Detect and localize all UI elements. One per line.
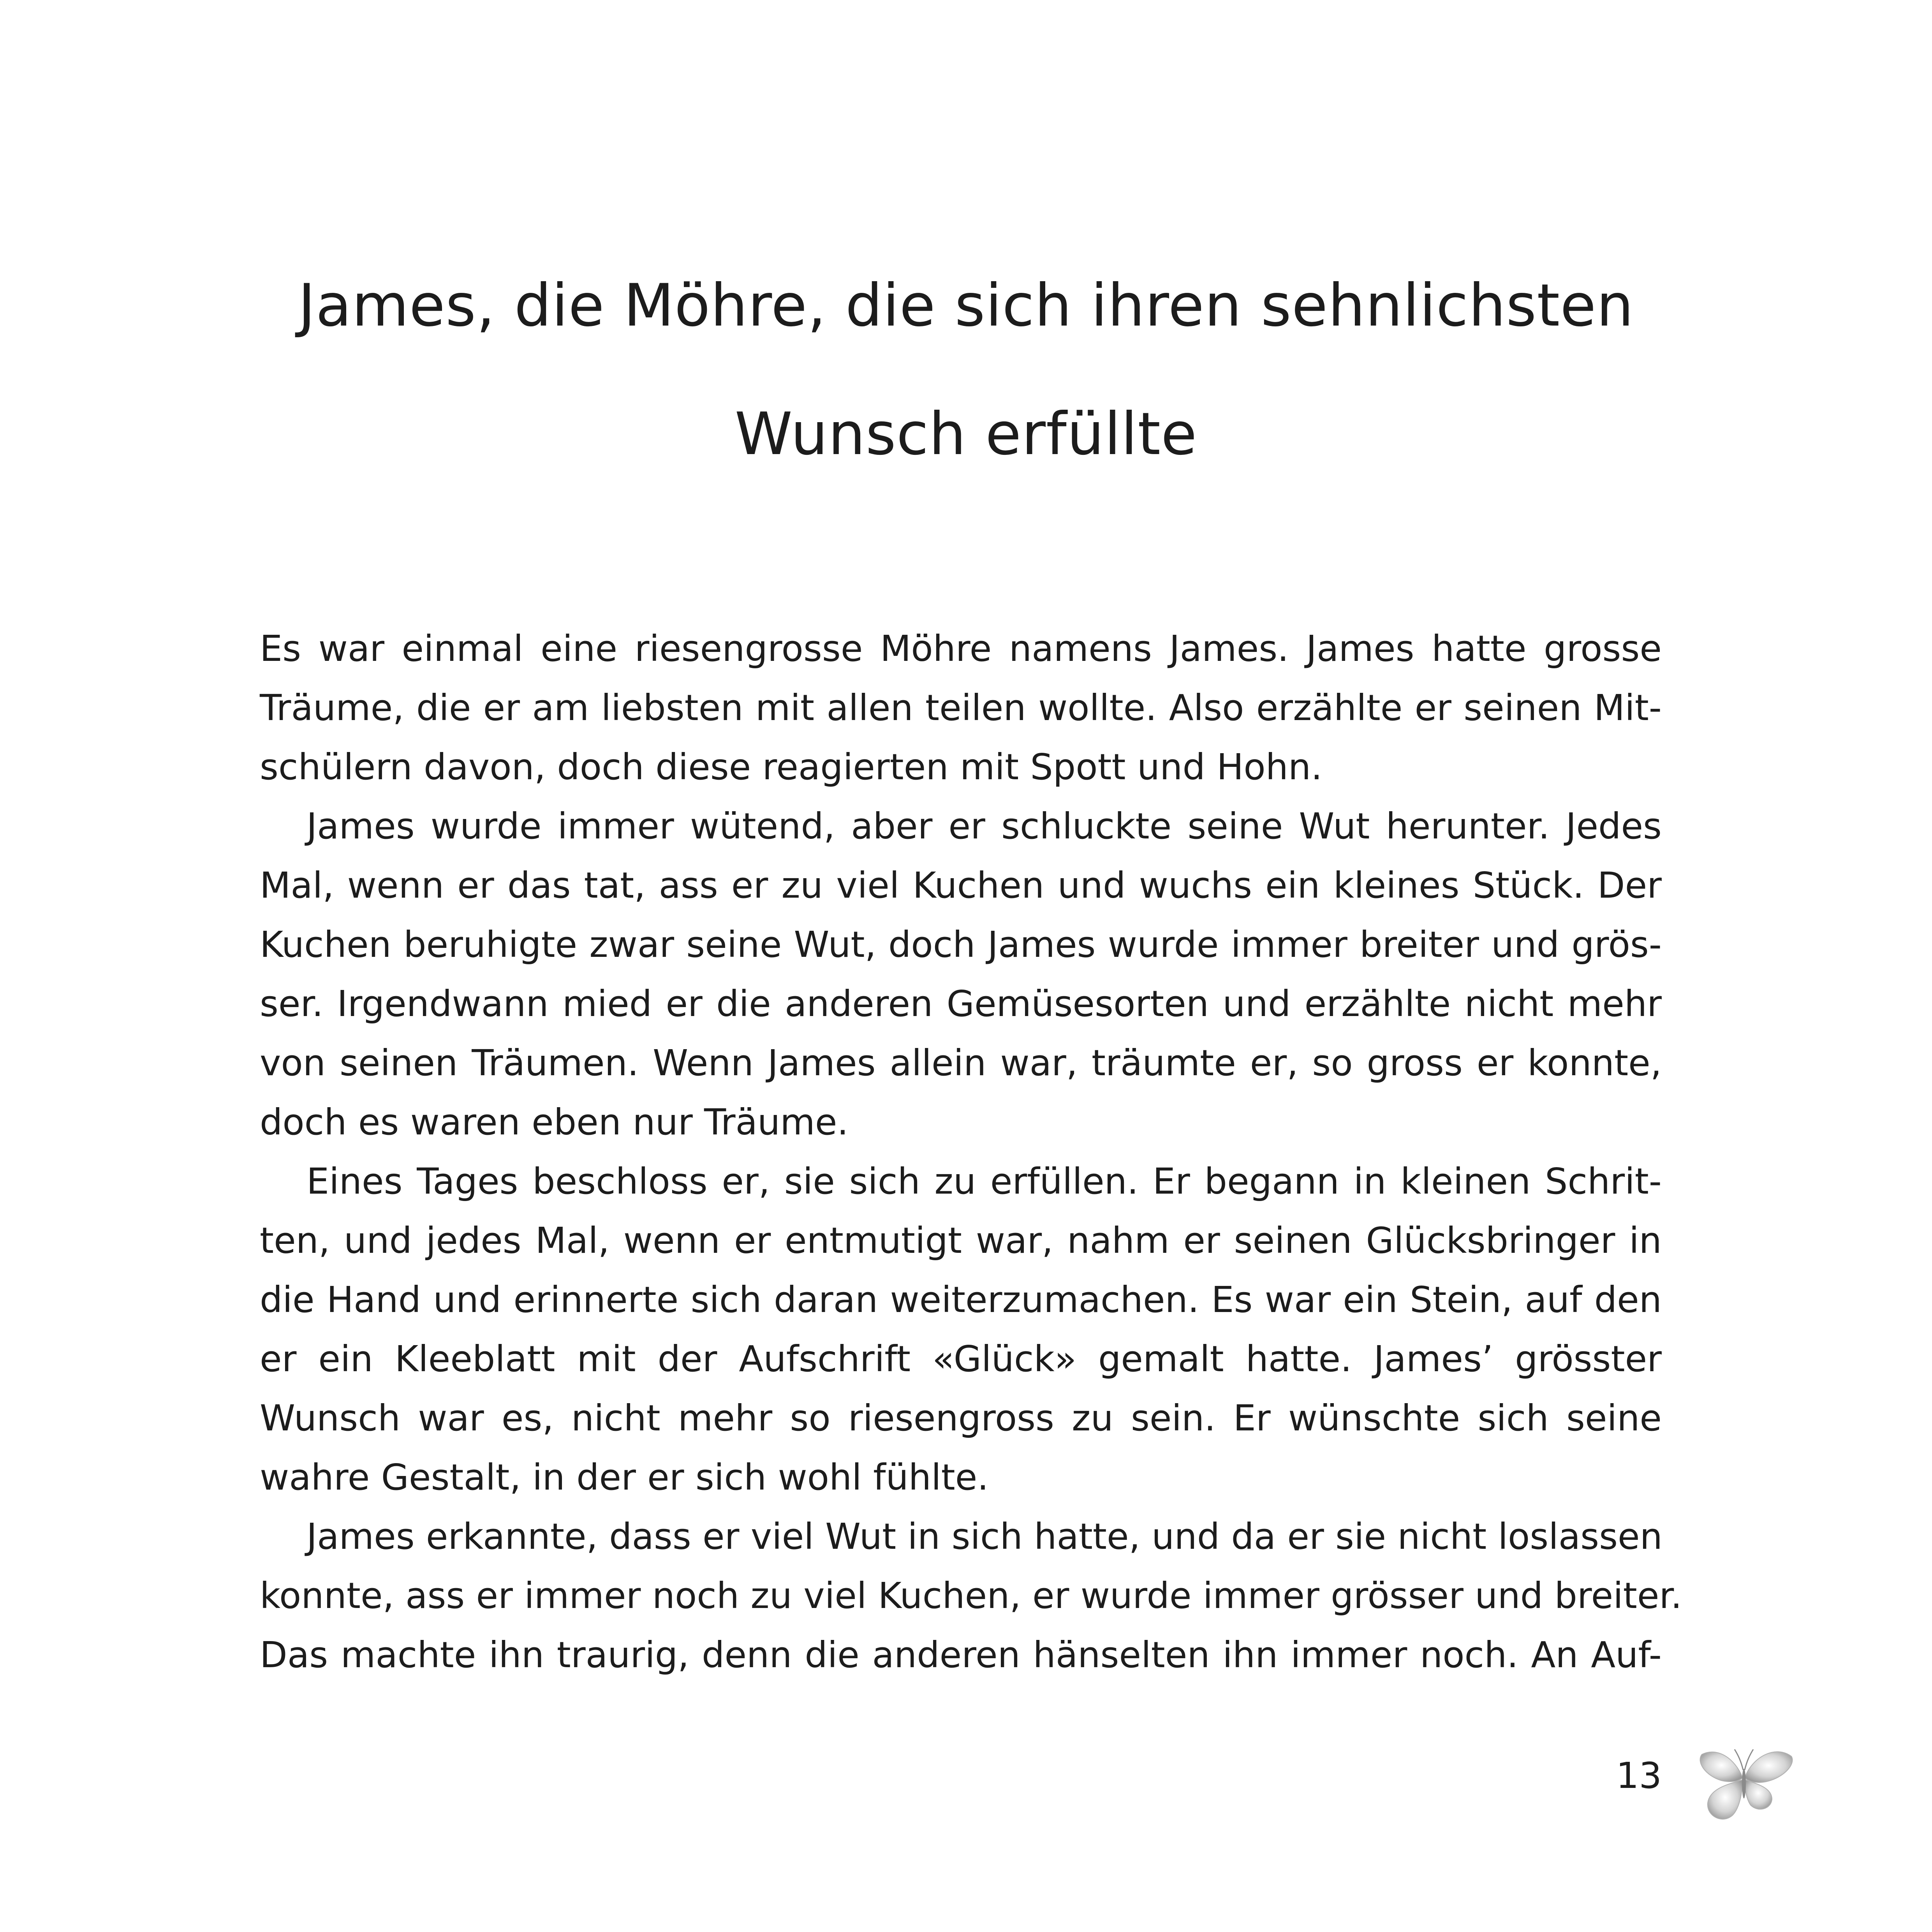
text-line: doch es waren eben nur Träume. (260, 1101, 849, 1143)
text-line: Träume, die er am liebsten mit allen teilen wollte. Also erzählte er seinen Mit- (260, 687, 1662, 729)
text-line: Mal, wenn er das tat, ass er zu viel Kuchen und wuchs ein kleines Stück. Der (260, 865, 1662, 906)
text-line: James erkannte, dass er viel Wut in sich hatte, und da er sie nicht loslassen (306, 1516, 1663, 1557)
text-line: die Hand und erinnerte sich daran weiterzumachen. Es war ein Stein, auf den (260, 1279, 1662, 1321)
text-line: konnte, ass er immer noch zu viel Kuchen, er wurde immer grösser und breiter. (260, 1575, 1682, 1617)
text-line: er ein Kleeblatt mit der Aufschrift «Glück» gemalt hatte. James’ grösster (260, 1338, 1662, 1380)
text-line: Kuchen beruhigte zwar seine Wut, doch James wurde immer breiter und grös- (260, 924, 1662, 965)
text-line: von seinen Träumen. Wenn James allein war, träumte er, so gross er konnte, (260, 1042, 1662, 1084)
text-line: Es war einmal eine riesengrosse Möhre namens James. James hatte grosse (260, 628, 1662, 669)
text-line: Eines Tages beschloss er, sie sich zu erfüllen. Er begann in kleinen Schrit- (306, 1161, 1662, 1202)
text-line: ser. Irgendwann mied er die anderen Gemüsesorten und erzählte nicht mehr (260, 983, 1662, 1025)
text-line: wahre Gestalt, in der er sich wohl fühlte. (260, 1456, 989, 1498)
chapter-title (234, 241, 1698, 498)
text-line: Wunsch war es, nicht mehr so riesengross zu sein. Er wünschte sich seine (260, 1397, 1662, 1439)
chapter-title-line-1: James, die Möhre, die sich ihren sehnlichsten (298, 272, 1634, 340)
text-line: schülern davon, doch diese reagierten mit Spott und Hohn. (260, 746, 1323, 788)
chapter-title-line-2: Wunsch erfüllte (734, 400, 1198, 468)
text-line: Das machte ihn traurig, denn die anderen hänselten ihn immer noch. An Auf- (260, 1634, 1662, 1676)
text-line: ten, und jedes Mal, wenn er entmutigt war, nahm er seinen Glücksbringer in (260, 1220, 1662, 1261)
page-number: 13 (1616, 1755, 1662, 1796)
butterfly-icon (1694, 1741, 1795, 1826)
story-text (260, 619, 1682, 1685)
text-line: James wurde immer wütend, aber er schluckte seine Wut herunter. Jedes (306, 805, 1662, 847)
